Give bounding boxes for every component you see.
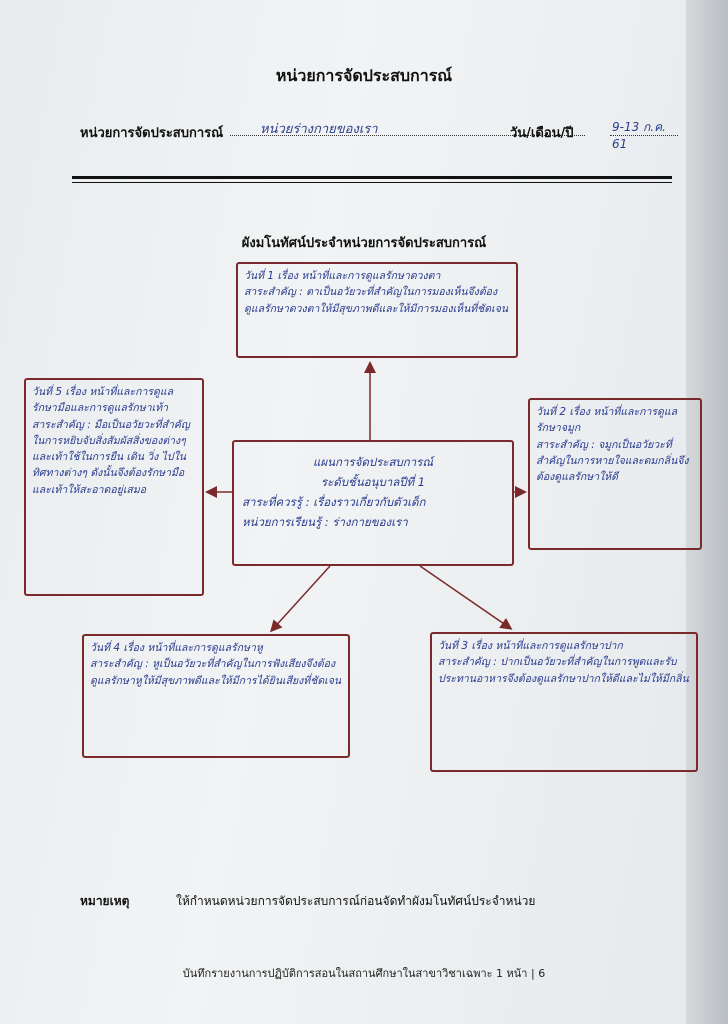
day4-body: สาระสำคัญ : หูเป็นอวัยวะที่สำคัญในการฟังเสียงจึงต้องดูแลรักษาหูให้มีสุขภาพดีและให้มีการได้ยินเสียงที่ชัดเจน [90,658,342,687]
page-title: หน่วยการจัดประสบการณ์ [275,66,453,85]
center-line4: หน่วยการเรียนรู้ : ร่างกายของเรา [242,515,408,530]
page-footer [0,964,728,982]
day4-title: วันที่ 4 เรื่อง หน้าที่และการดูแลรักษาหู [90,642,263,654]
day5-title: วันที่ 5 เรื่อง หน้าที่และการดูแลรักษามือและการดูแลรักษาเท้า [32,386,174,415]
day3-box [430,632,698,772]
arrow-to-day3 [420,566,510,628]
day3-title: วันที่ 3 เรื่อง หน้าที่และการดูแลรักษาปาก [438,640,623,652]
center-line1: แผนการจัดประสบการณ์ [312,455,434,469]
footer-page-label: หน้า [506,967,528,980]
day1-box [236,262,518,358]
note-label: หมายเหตุ [80,894,130,908]
day1-body: สาระสำคัญ : ตาเป็นอวัยวะที่สำคัญในการมองเห็นจึงต้องดูแลรักษาดวงตาให้มีสุขภาพดีและให้มีการมองเห็นที่ชัดเจน [244,286,509,315]
footer-separator: | [530,967,535,980]
unit-label: หน่วยการจัดประสบการณ์ [80,126,224,141]
day5-body: สาระสำคัญ : มือเป็นอวัยวะที่สำคัญในการหยิบจับสิ่งสัมผัสสิ่งของต่างๆ และเท้าใช้ในการยืน เดิน วิ่ง ไปในทิศทางต่างๆ ดังนั้นจึงต้องรักษามือและเท้าให้สะอาดอยู่เสมอ [32,418,190,496]
footer-text: บันทึกรายงานการปฏิบัติการสอนในสถานศึกษาในสาขาวิชาเฉพาะ 1 [182,967,504,980]
day2-box [528,398,702,550]
date-value: 9-13 ก.ค. 61 [612,120,666,151]
arrow-to-day4 [272,566,330,630]
day2-title: วันที่ 2 เรื่อง หน้าที่และการดูแลรักษาจมูก [536,406,678,435]
center-box [232,440,514,566]
day1-title: วันที่ 1 เรื่อง หน้าที่และการดูแลรักษาดวงตา [244,270,441,282]
note-text: ให้กำหนดหน่วยการจัดประสบการณ์ก่อนจัดทำผังมโนทัศน์ประจำหน่วย [176,894,536,908]
mindmap-title: ผังมโนทัศน์ประจำหน่วยการจัดประสบการณ์ [241,236,487,251]
day4-box [82,634,350,758]
date-label: วัน/เดือน/ปี [510,126,574,141]
footer-page-number: 6 [538,967,546,980]
day3-body: สาระสำคัญ : ปากเป็นอวัยวะที่สำคัญในการพูดและรับประทานอาหารจึงต้องดูแลรักษาปากให้ดีและไม่ให้มีกลิ่น [438,656,689,685]
center-line3: สาระที่ควรรู้ : เรื่องราวเกี่ยวกับตัวเด็ก [242,495,426,510]
day5-box [24,378,204,596]
unit-value: หน่วยร่างกายของเรา [260,122,378,137]
day2-body: สาระสำคัญ : จมูกเป็นอวัยวะที่สำคัญในการหายใจและดมกลิ่นจึงต้องดูแลรักษาให้ดี [536,438,689,484]
center-line2: ระดับชั้นอนุบาลปีที่ 1 [320,475,426,490]
